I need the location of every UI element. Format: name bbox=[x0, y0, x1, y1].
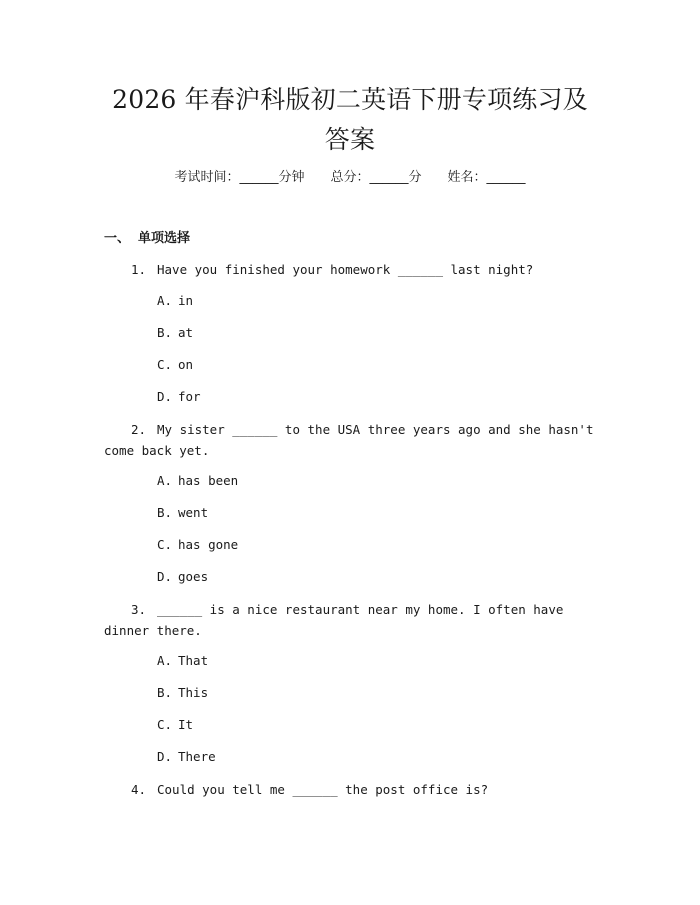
option-1-d bbox=[157, 387, 201, 407]
section-number: 一、 bbox=[104, 231, 131, 246]
option-text: has gone bbox=[178, 537, 239, 552]
section-heading bbox=[104, 229, 190, 249]
student-name-field: 姓名：______ bbox=[447, 170, 526, 185]
option-text: This bbox=[178, 685, 209, 700]
exam-time-field: 考试时间：______分钟 bbox=[174, 170, 305, 185]
option-2-d bbox=[157, 567, 208, 587]
option-letter: C. bbox=[157, 717, 173, 732]
option-2-b bbox=[157, 503, 208, 523]
question-text: Have you finished your homework ______ last night? bbox=[157, 262, 534, 277]
option-text: goes bbox=[178, 569, 209, 584]
question-number: 4. bbox=[131, 782, 147, 797]
option-letter: C. bbox=[157, 357, 173, 372]
option-text: has been bbox=[178, 473, 239, 488]
option-1-a bbox=[157, 291, 193, 311]
option-text: went bbox=[178, 505, 209, 520]
question-text: Could you tell me ______ the post office is? bbox=[157, 782, 489, 797]
option-3-c bbox=[157, 715, 193, 735]
option-text: at bbox=[178, 325, 194, 340]
option-text: in bbox=[178, 293, 194, 308]
option-1-b bbox=[157, 323, 193, 343]
option-letter: B. bbox=[157, 685, 173, 700]
option-text: on bbox=[178, 357, 194, 372]
question-4 bbox=[104, 779, 594, 800]
option-3-d bbox=[157, 747, 216, 767]
option-letter: B. bbox=[157, 505, 173, 520]
exam-meta-line bbox=[0, 168, 700, 188]
option-letter: D. bbox=[157, 389, 173, 404]
option-letter: A. bbox=[157, 293, 173, 308]
question-3 bbox=[104, 599, 594, 641]
option-letter: C. bbox=[157, 537, 173, 552]
option-1-c bbox=[157, 355, 193, 375]
option-letter: A. bbox=[157, 653, 173, 668]
question-number: 2. bbox=[131, 422, 147, 437]
option-letter: B. bbox=[157, 325, 173, 340]
option-text: That bbox=[178, 653, 209, 668]
section-title: 单项选择 bbox=[138, 231, 191, 246]
option-letter: D. bbox=[157, 749, 173, 764]
question-2 bbox=[104, 419, 594, 461]
document-title: 2026 年春沪科版初二英语下册专项练习及答案 bbox=[112, 85, 588, 154]
total-score-field: 总分：______分 bbox=[330, 170, 422, 185]
question-number: 1. bbox=[131, 262, 147, 277]
option-letter: A. bbox=[157, 473, 173, 488]
option-3-b bbox=[157, 683, 208, 703]
question-1 bbox=[104, 259, 594, 280]
option-3-a bbox=[157, 651, 208, 671]
question-number: 3. bbox=[131, 602, 147, 617]
option-text: It bbox=[178, 717, 194, 732]
option-letter: D. bbox=[157, 569, 173, 584]
question-text: ______ is a nice restaurant near my home. I often have dinner there. bbox=[104, 602, 564, 638]
option-2-a bbox=[157, 471, 238, 491]
question-text: My sister ______ to the USA three years ago and she hasn't come back yet. bbox=[104, 422, 594, 458]
option-2-c bbox=[157, 535, 238, 555]
option-text: for bbox=[178, 389, 201, 404]
option-text: There bbox=[178, 749, 216, 764]
